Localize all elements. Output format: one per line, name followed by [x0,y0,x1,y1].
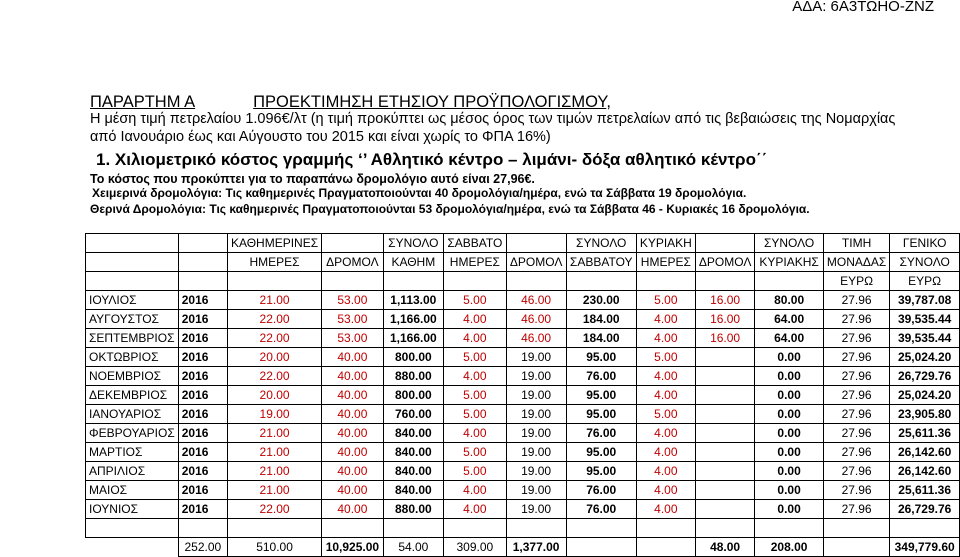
saturday-days-cell: 4.00 [444,424,507,443]
weekday-routes-cell: 40.00 [322,462,383,481]
header-cell: ΚΥΡΙΑΚΗ [636,234,695,253]
year-cell: 2016 [178,405,227,424]
sunday-routes-cell: 16.00 [695,291,754,310]
sunday-days-cell: 4.00 [636,443,695,462]
weekday-days-cell: 21.00 [227,462,321,481]
sunday-total-cell: 0.00 [755,481,824,500]
grand-total-cell: 26,142.60 [890,443,960,462]
sunday-routes-cell [695,424,754,443]
weekday-total-cell: 840.00 [383,481,443,500]
header-cell [227,272,321,291]
table-row [86,462,960,481]
header-cell: ΗΜΕΡΕΣ [444,253,507,272]
header-cell [322,234,383,253]
weekday-days-cell: 21.00 [227,424,321,443]
weekday-routes-cell: 53.00 [322,291,383,310]
month-cell: ΜΑΙΟΣ [86,481,179,500]
header-cell: ΜΟΝΑΔΑΣ [823,253,889,272]
weekday-routes-cell: 40.00 [322,443,383,462]
year-cell: 2016 [178,348,227,367]
saturday-days-cell: 4.00 [444,481,507,500]
saturday-routes-cell: 46.00 [506,291,566,310]
totals-gap [566,538,636,557]
sunday-days-cell: 5.00 [636,291,695,310]
table-row [86,500,960,519]
saturday-days-cell: 4.00 [444,310,507,329]
budget-table [85,233,960,557]
unit-price-cell: 27.96 [823,348,889,367]
month-cell: ΜΑΡΤΙΟΣ [86,443,179,462]
month-cell: ΣΕΠΤΕΜΒΡΙΟΣ [86,329,179,348]
month-cell: ΙΟΥΝΙΟΣ [86,500,179,519]
unit-price-cell: 27.96 [823,291,889,310]
weekday-total-cell: 840.00 [383,462,443,481]
saturday-total-cell: 76.00 [566,367,636,386]
saturday-total-cell: 95.00 [566,348,636,367]
saturday-routes-cell: 46.00 [506,329,566,348]
total-routes-cell: 510.00 [227,538,321,557]
saturday-days-cell: 5.00 [444,462,507,481]
page-title [90,93,611,112]
sunday-total-cell: 80.00 [755,291,824,310]
saturday-total-cell: 230.00 [566,291,636,310]
spacer-cell [86,519,179,538]
sunday-total-cell: 64.00 [755,329,824,348]
year-cell: 2016 [178,500,227,519]
unit-price-cell: 27.96 [823,386,889,405]
saturday-days-cell: 4.00 [444,500,507,519]
sunday-days-cell: 4.00 [636,462,695,481]
saturday-total-cell: 95.00 [566,386,636,405]
header-row-2 [86,253,960,272]
saturday-total-cell: 184.00 [566,310,636,329]
sunday-total-cell: 0.00 [755,500,824,519]
grand-total-cell: 23,905.80 [890,405,960,424]
sunday-total-cell: 0.00 [755,386,824,405]
saturday-days-cell: 4.00 [444,329,507,348]
saturday-routes-cell: 19.00 [506,500,566,519]
summer-schedule: Θερινά Δρομολόγια: Τις καθημερινές Πραγματοποιούνται 53 δρομολόγια/ημέρα, ενώ τα Σάββατα 46 - Κυριακές 16 δρομολόγια. [90,202,810,216]
header-cell: ΚΑΘΗΜΕΡΙΝΕΣ [227,234,321,253]
saturday-routes-cell: 19.00 [506,424,566,443]
weekday-routes-cell: 40.00 [322,500,383,519]
sunday-routes-cell [695,405,754,424]
sunday-routes-cell [695,443,754,462]
header-cell [695,234,754,253]
saturday-total-cell: 95.00 [566,443,636,462]
saturday-routes-cell: 19.00 [506,405,566,424]
header-cell: ΗΜΕΡΕΣ [227,253,321,272]
table-row [86,386,960,405]
header-cell [178,253,227,272]
table-row [86,310,960,329]
weekday-routes-cell: 53.00 [322,329,383,348]
year-cell: 2016 [178,291,227,310]
header-row-1 [86,234,960,253]
grand-total-cell: 26,729.76 [890,367,960,386]
header-cell: ΣΥΝΟΛΟ [566,234,636,253]
fuel-price-line-1: Η μέση τιμή πετρελαίου 1.096€/λτ (η τιμή προκύπτει ως μέσος όρος των τιμών πετρελαίων από τις βεβαιώσεις της Νομαρχίας [90,111,896,127]
sunday-days-cell: 4.00 [636,367,695,386]
unit-price-cell: 27.96 [823,424,889,443]
table-row [86,291,960,310]
total-saturday-routes-cell: 309.00 [444,538,507,557]
weekday-routes-cell: 40.00 [322,481,383,500]
weekday-routes-cell: 40.00 [322,348,383,367]
sunday-total-cell: 0.00 [755,462,824,481]
header-cell: ΔΡΟΜΟΛ [695,253,754,272]
spacer-cell [636,519,695,538]
header-cell [86,234,179,253]
header-cell: ΣΥΝΟΛΟ [383,234,443,253]
spacer-cell [506,519,566,538]
spacer-cell [178,519,227,538]
spacer-cell [444,519,507,538]
weekday-routes-cell: 40.00 [322,424,383,443]
weekday-days-cell: 21.00 [227,443,321,462]
saturday-total-cell: 76.00 [566,481,636,500]
weekday-total-cell: 800.00 [383,348,443,367]
fuel-price-line-2: από Ιανουάριο έως και Αύγουστο του 2015 και είναι χωρίς το ΦΠΑ 16%) [90,129,551,145]
unit-price-cell: 27.96 [823,405,889,424]
weekday-total-cell: 760.00 [383,405,443,424]
saturday-days-cell: 5.00 [444,386,507,405]
weekday-total-cell: 1,166.00 [383,329,443,348]
header-cell: ΗΜΕΡΕΣ [636,253,695,272]
unit-price-cell: 27.96 [823,329,889,348]
header-cell [178,234,227,253]
saturday-total-cell: 95.00 [566,462,636,481]
unit-price-cell: 27.96 [823,462,889,481]
spacer-cell [890,519,960,538]
header-cell [506,272,566,291]
saturday-days-cell: 5.00 [444,443,507,462]
sunday-routes-cell: 16.00 [695,329,754,348]
header-cell: ΕΥΡΩ [890,272,960,291]
table-row [86,424,960,443]
saturday-days-cell: 5.00 [444,405,507,424]
header-cell: ΣΑΒΒΑΤΟΥ [566,253,636,272]
spacer-cell [383,519,443,538]
spacer-cell [755,519,824,538]
header-cell: ΣΑΒΒΑΤΟ [444,234,507,253]
saturday-routes-cell: 19.00 [506,367,566,386]
weekday-days-cell: 20.00 [227,386,321,405]
header-cell [636,272,695,291]
sunday-routes-cell [695,481,754,500]
grand-total-cell: 25,024.20 [890,386,960,405]
header-cell: ΔΡΟΜΟΛ [506,253,566,272]
sunday-total-cell: 64.00 [755,310,824,329]
header-cell: ΣΥΝΟΛΟ [890,253,960,272]
year-cell: 2016 [178,367,227,386]
weekday-days-cell: 22.00 [227,500,321,519]
header-cell [86,253,179,272]
weekday-days-cell: 22.00 [227,367,321,386]
header-cell: ΓΕΝΙΚΟ [890,234,960,253]
title-annex: ΠΑΡΑΡΤΗΜ Α [90,93,196,111]
total-weekday-cell: 10,925.00 [322,538,383,557]
year-cell: 2016 [178,386,227,405]
grand-total-cell: 25,611.36 [890,481,960,500]
sunday-total-cell: 0.00 [755,348,824,367]
sunday-total-cell: 0.00 [755,424,824,443]
sunday-days-cell: 4.00 [636,329,695,348]
saturday-total-cell: 184.00 [566,329,636,348]
table-row [86,405,960,424]
grand-total-cell: 26,142.60 [890,462,960,481]
total-saturday-cell: 1,377.00 [506,538,566,557]
saturday-routes-cell: 19.00 [506,348,566,367]
month-cell: ΙΟΥΛΙΟΣ [86,291,179,310]
header-cell: ΣΥΝΟΛΟ [755,234,824,253]
grand-total-cell: 39,787.08 [890,291,960,310]
sunday-total-cell: 0.00 [755,443,824,462]
unit-price-cell: 27.96 [823,481,889,500]
sunday-routes-cell [695,367,754,386]
header-cell [178,272,227,291]
saturday-days-cell: 5.00 [444,291,507,310]
saturday-routes-cell: 19.00 [506,443,566,462]
header-cell [755,272,824,291]
route-heading: 1. Χιλιομετρικό κόστος γραμμής ‘’ Αθλητικό κέντρο – λιμάνι- δόξα αθλητικό κέντρο΄΄ [96,150,768,169]
weekday-total-cell: 840.00 [383,443,443,462]
sunday-routes-cell [695,386,754,405]
totals-empty [86,538,179,557]
document-id: ΑΔΑ: 6Α3ΤΩΗΟ-ΖΝΖ [792,0,934,15]
year-cell: 2016 [178,329,227,348]
weekday-total-cell: 800.00 [383,386,443,405]
spacer-row [86,519,960,538]
header-cell: ΔΡΟΜΟΛ [322,253,383,272]
unit-price-cell: 27.96 [823,500,889,519]
header-cell: ΚΑΘΗΜ [383,253,443,272]
weekday-days-cell: 22.00 [227,310,321,329]
saturday-days-cell: 4.00 [444,367,507,386]
table-row [86,348,960,367]
table-row [86,367,960,386]
header-cell [566,272,636,291]
spacer-cell [695,519,754,538]
total-saturday-days-cell: 54.00 [383,538,443,557]
weekday-routes-cell: 53.00 [322,310,383,329]
year-cell: 2016 [178,462,227,481]
header-cell: ΕΥΡΩ [823,272,889,291]
unit-price-cell: 27.96 [823,367,889,386]
total-sunday-cell: 208.00 [755,538,824,557]
weekday-days-cell: 21.00 [227,481,321,500]
year-cell: 2016 [178,424,227,443]
sunday-total-cell: 0.00 [755,367,824,386]
month-cell: ΑΠΡΙΛΙΟΣ [86,462,179,481]
sunday-routes-cell: 16.00 [695,310,754,329]
spacer-cell [823,519,889,538]
sunday-days-cell: 4.00 [636,386,695,405]
sunday-total-cell: 0.00 [755,405,824,424]
saturday-routes-cell: 19.00 [506,481,566,500]
weekday-total-cell: 1,113.00 [383,291,443,310]
weekday-routes-cell: 40.00 [322,405,383,424]
sunday-days-cell: 5.00 [636,405,695,424]
header-cell [444,272,507,291]
unit-price-cell: 27.96 [823,443,889,462]
spacer-cell [227,519,321,538]
year-cell: 2016 [178,310,227,329]
saturday-routes-cell: 46.00 [506,310,566,329]
month-cell: ΔΕΚΕΜΒΡΙΟΣ [86,386,179,405]
grand-total-cell: 25,611.36 [890,424,960,443]
saturday-total-cell: 76.00 [566,424,636,443]
unit-price-cell: 27.96 [823,310,889,329]
cost-line: Το κόστος που προκύπτει για το παραπάνω δρομολόγιο αυτό είναι 27,96€. [90,172,535,186]
winter-schedule: Χειμερινά δρομολόγια: Τις καθημερινές Πραγματοποιούνται 40 δρομολόγια/ημέρα, ενώ τα Σάββατα 19 δρομολόγια. [92,186,747,200]
header-cell [383,272,443,291]
header-row-3 [86,272,960,291]
title-main: ΠΡΟΕΚΤΙΜΗΣΗ ΕΤΗΣΙΟΥ ΠΡΟΫΠΟΛΟΓΙΣΜΟΥ [253,93,607,111]
spacer-cell [322,519,383,538]
month-cell: ΑΥΓΟΥΣΤΟΣ [86,310,179,329]
totals-gap [636,538,695,557]
month-cell: ΟΚΤΩΒΡΙΟΣ [86,348,179,367]
month-cell: ΝΟΕΜΒΡΙΟΣ [86,367,179,386]
table-row [86,329,960,348]
sunday-days-cell: 4.00 [636,481,695,500]
weekday-days-cell: 22.00 [227,329,321,348]
grand-total-cell: 39,535.44 [890,310,960,329]
sunday-days-cell: 5.00 [636,348,695,367]
weekday-total-cell: 1,166.00 [383,310,443,329]
saturday-routes-cell: 19.00 [506,386,566,405]
total-sunday-days-cell: 48.00 [695,538,754,557]
header-cell [695,272,754,291]
grand-total-cell: 39,535.44 [890,329,960,348]
month-cell: ΦΕΒΡΟΥΑΡΙΟΣ [86,424,179,443]
header-cell [322,272,383,291]
header-cell: ΚΥΡΙΑΚΗΣ [755,253,824,272]
totals-gap [823,538,889,557]
sunday-days-cell: 4.00 [636,310,695,329]
weekday-total-cell: 880.00 [383,500,443,519]
weekday-total-cell: 880.00 [383,367,443,386]
saturday-routes-cell: 19.00 [506,462,566,481]
sunday-routes-cell [695,348,754,367]
header-cell [506,234,566,253]
sunday-routes-cell [695,462,754,481]
title-comma: , [606,93,611,111]
totals-row [86,538,960,557]
table-row [86,443,960,462]
grand-total-cell: 25,024.20 [890,348,960,367]
weekday-total-cell: 840.00 [383,424,443,443]
month-cell: ΙΑΝΟΥΑΡΙΟΣ [86,405,179,424]
header-cell [86,272,179,291]
weekday-routes-cell: 40.00 [322,386,383,405]
weekday-routes-cell: 40.00 [322,367,383,386]
weekday-days-cell: 20.00 [227,348,321,367]
spacer-cell [566,519,636,538]
sunday-days-cell: 4.00 [636,500,695,519]
sunday-routes-cell [695,500,754,519]
year-cell: 2016 [178,443,227,462]
year-cell: 2016 [178,481,227,500]
saturday-total-cell: 76.00 [566,500,636,519]
header-cell: ΤΙΜΗ [823,234,889,253]
sunday-days-cell: 4.00 [636,424,695,443]
total-grand-cell: 349,779.60 [890,538,960,557]
total-days-cell: 252.00 [178,538,227,557]
weekday-days-cell: 19.00 [227,405,321,424]
saturday-total-cell: 95.00 [566,405,636,424]
saturday-days-cell: 5.00 [444,348,507,367]
weekday-days-cell: 21.00 [227,291,321,310]
table-row [86,481,960,500]
grand-total-cell: 26,729.76 [890,500,960,519]
